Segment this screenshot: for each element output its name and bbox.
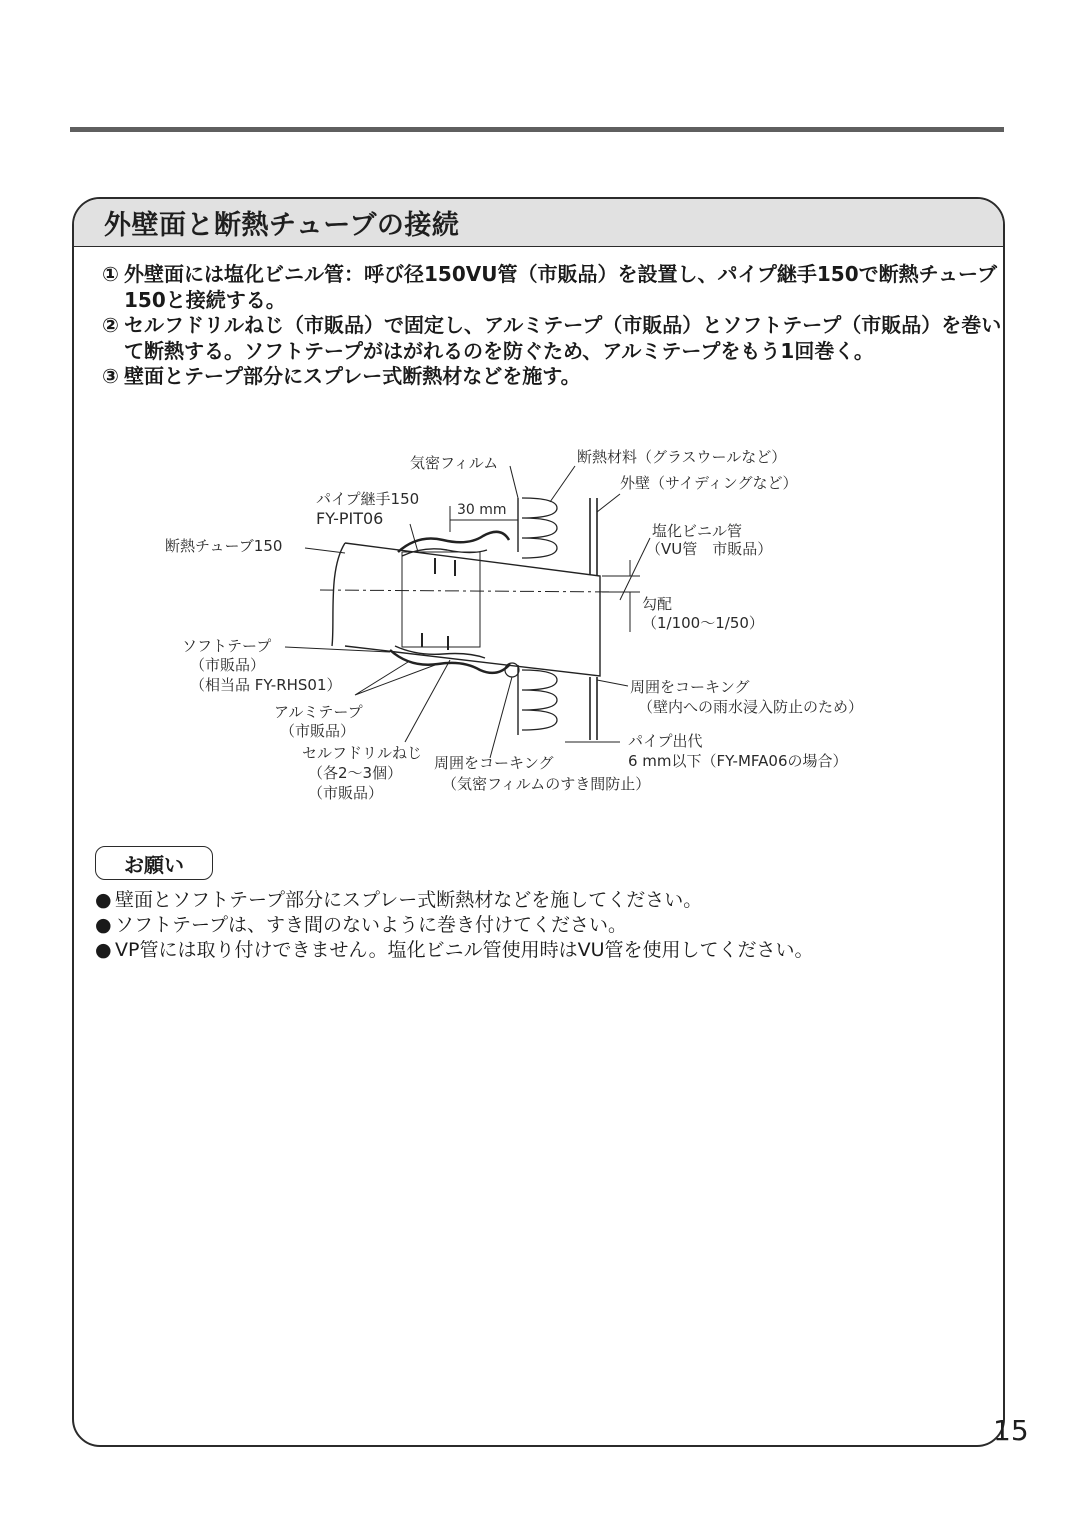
note-text: VP管には取り付けできません。塩化ビニル管使用時はVU管を使用してください。 (115, 939, 814, 961)
leader-caulk-right (597, 680, 628, 686)
outer-wall-bottom (590, 677, 597, 740)
bullet-icon: ● (95, 889, 112, 911)
diagram-svg (150, 440, 890, 815)
tube-break-left (332, 543, 345, 646)
section-title: 外壁面と断熱チューブの接続 (104, 210, 460, 241)
label-slope-2: （1/100〜1/50） (642, 614, 764, 632)
label-caulking-bottom-1: 周囲をコーキング (434, 754, 554, 772)
label-caulking-right-2: （壁内への雨水浸入防止のため） (638, 698, 864, 716)
label-screw-3: （市販品） (308, 784, 384, 802)
notes-list (95, 888, 975, 963)
leader-caulk-bottom (490, 677, 512, 758)
label-joint-model: FY-PIT06 (316, 509, 384, 528)
label-airtight-film: 気密フィルム (410, 454, 499, 472)
leader-alu-tape (355, 662, 435, 695)
step-text: セルフドリルねじ（市販品）で固定し、アルミテープ（市販品）とソフトテープ（市販品）を巻いて断熱する。ソフトテープがはがれるのを防ぐため、アルミテープをもう1回巻く。 (124, 313, 1002, 363)
insulation-coil-bottom (522, 670, 557, 730)
step-item (102, 364, 1012, 390)
label-pipe-out-1: パイプ出代 (628, 732, 703, 750)
note-text: 壁面とソフトテープ部分にスプレー式断熱材などを施してください。 (115, 889, 703, 911)
label-pvc-pipe-1: 塩化ビニル管 (652, 522, 743, 540)
step-text: 外壁面には塩化ビニル管：呼び径150VU管（市販品）を設置し、パイプ継手150で断熱チューブ150と接続する。 (124, 262, 998, 312)
panel-header (74, 199, 1003, 247)
insulation-coil-top (522, 498, 557, 558)
label-insulation-material: 断熱材料（グラスウールなど） (577, 448, 787, 466)
leader-outer-wall (597, 494, 620, 512)
label-caulking-right-1: 周囲をコーキング (630, 678, 750, 696)
step-item (102, 262, 1012, 313)
label-soft-tape-3: （相当品 FY-RHS01） (190, 676, 342, 694)
note-item (95, 938, 975, 963)
note-item (95, 888, 975, 913)
leader-airtight-film (510, 466, 518, 498)
label-dimension-30: 30 mm (457, 502, 507, 518)
top-rule (70, 127, 1004, 132)
label-soft-tape-1: ソフトテープ (182, 637, 272, 655)
label-outer-wall: 外壁（サイディングなど） (620, 474, 798, 492)
step-item (102, 313, 1012, 364)
note-text: ソフトテープは、すき間のないように巻き付けてください。 (115, 914, 628, 936)
insulation-tube-outline (345, 543, 600, 676)
leader-tube (305, 548, 345, 553)
leader-insulation (550, 466, 575, 502)
step-number: ② (102, 313, 119, 337)
label-tube: 断熱チューブ150 (165, 537, 283, 555)
pipe-joint-region (402, 552, 480, 647)
label-joint-name: パイプ継手150 (316, 490, 420, 508)
screw-top (435, 558, 455, 576)
soft-tape-bottom (395, 646, 485, 658)
outer-wall-top (590, 498, 597, 575)
step-number: ③ (102, 364, 119, 388)
step-number: ① (102, 262, 119, 286)
notice-label: お願い (124, 852, 184, 877)
steps-list (102, 262, 1012, 390)
label-pvc-pipe-2: （VU管 市販品） (646, 540, 773, 558)
step-text: 壁面とテープ部分にスプレー式断熱材などを施す。 (124, 364, 581, 388)
label-alu-tape-2: （市販品） (280, 722, 356, 740)
notice-tag (95, 846, 213, 880)
label-screw-2: （各2〜3個） (308, 764, 403, 782)
label-soft-tape-2: （市販品） (190, 656, 266, 674)
leader-joint (410, 524, 418, 552)
page-number: 15 (993, 1414, 1029, 1447)
label-caulking-bottom-2: （気密フィルムのすき間防止） (442, 775, 651, 793)
installation-diagram (150, 440, 890, 815)
label-pipe-out-2: 6 mm以下（FY-MFA06の場合） (628, 752, 848, 770)
label-screw-1: セルフドリルねじ (302, 744, 423, 762)
label-slope-1: 勾配 (642, 595, 673, 613)
bullet-icon: ● (95, 914, 112, 936)
pipe-centerline (320, 590, 620, 592)
note-item (95, 913, 975, 938)
bullet-icon: ● (95, 939, 112, 961)
leader-screw (405, 660, 450, 742)
label-alu-tape-1: アルミテープ (274, 703, 363, 721)
